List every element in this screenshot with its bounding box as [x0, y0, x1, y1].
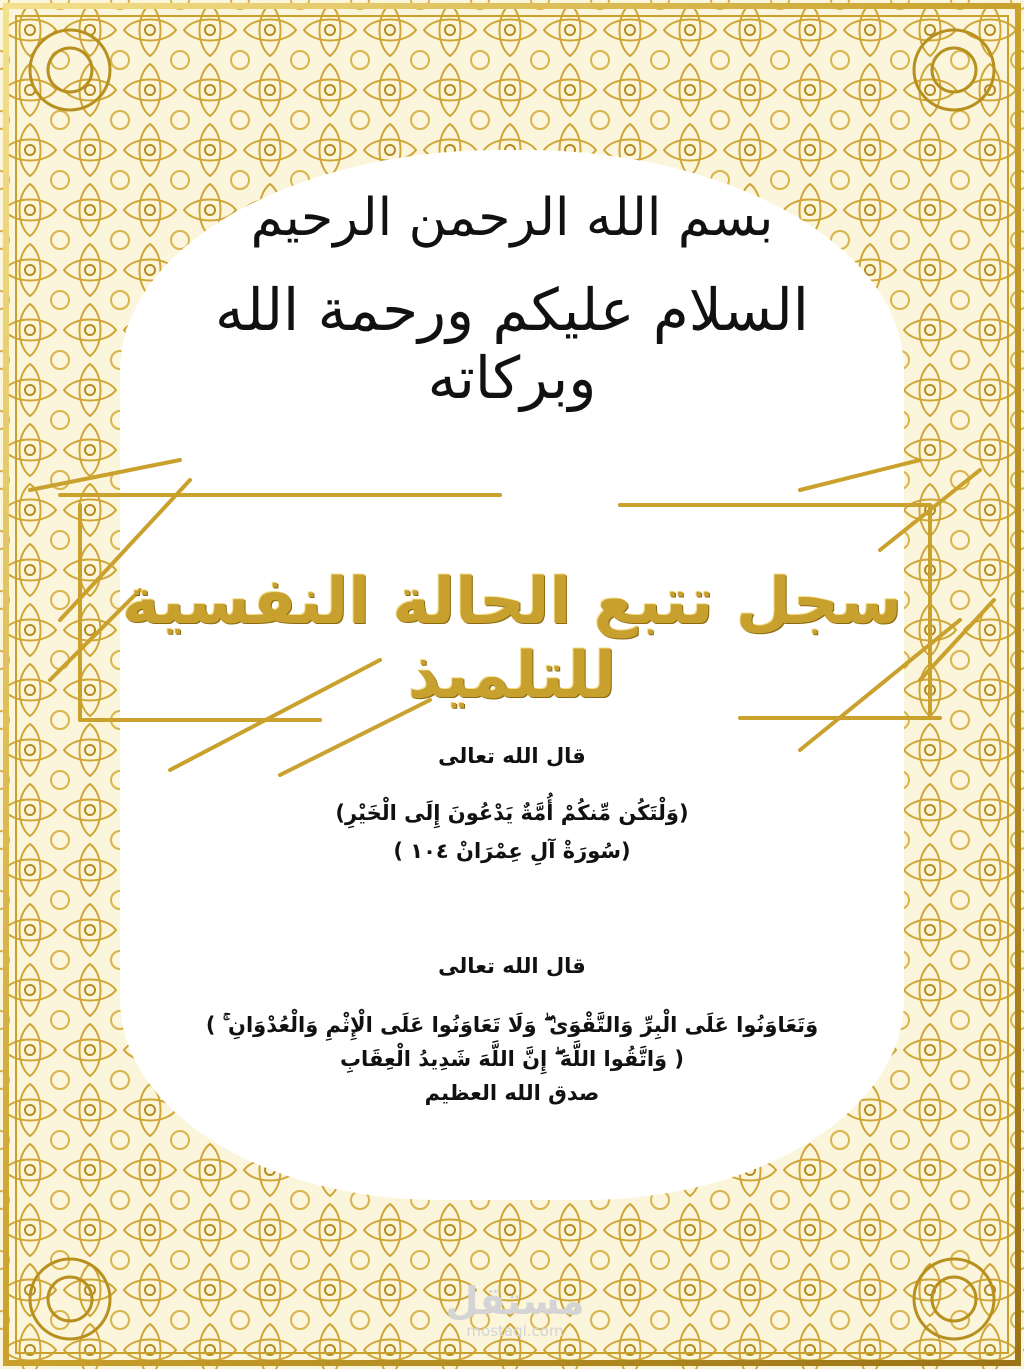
- quote2-closing: صدق الله العظيم: [424, 1081, 600, 1105]
- quote1-reference: (سُورَةْ آلِ عِمْرَانْ ١٠٤ ): [393, 839, 631, 863]
- quote2-intro: قال الله تعالى: [438, 954, 586, 978]
- quote2-verse-line2: ( وَاتَّقُوا اللَّهَ ۖ إِنَّ اللَّهَ شَدِيدُ الْعِقَابِ: [339, 1047, 685, 1071]
- basmala-calligraphy: بسم الله الرحمن الرحيم: [250, 188, 774, 248]
- quote1-verse: (وَلْتَكُن مِّنكُمْ أُمَّةٌ يَدْعُونَ إِلَى الْخَيْرِ): [335, 801, 689, 825]
- watermark-latin: mostaql.com: [466, 1322, 564, 1340]
- watermark-arabic: مستقل: [445, 1279, 585, 1323]
- record-title: سجل تتبع الحالة النفسية للتلميذ: [121, 565, 903, 713]
- quote2-verse-line1: وَتَعَاوَنُوا عَلَى الْبِرِّ وَالتَّقْوَىٰ ۖ وَلَا تَعَاوَنُوا عَلَى الْإِثْمِ وَالْعُدْوَانِ ۚ ): [205, 1013, 819, 1037]
- quote1-intro: قال الله تعالى: [438, 744, 586, 768]
- mostaql-watermark: [440, 1280, 590, 1340]
- greeting-calligraphy: السلام عليكم ورحمة الله وبركاته: [215, 276, 809, 412]
